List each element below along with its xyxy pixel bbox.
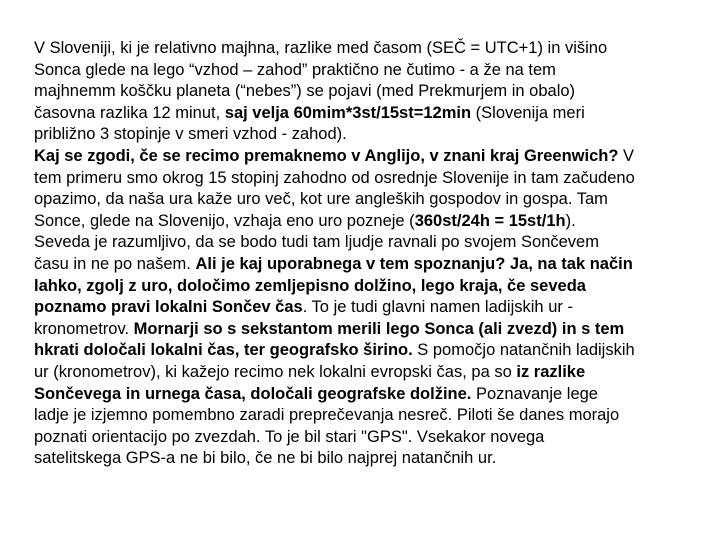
text-line bbox=[34, 297, 694, 319]
text-run: opazimo, da naša ura kaže uro več, kot ure angleških gospodov in gospa. Tam bbox=[34, 190, 608, 209]
bold-text-run: Kaj se zgodi, če se recimo premaknemo v Anglijo, v znani kraj Greenwich? bbox=[34, 146, 619, 165]
text-line bbox=[34, 124, 694, 146]
text-run: Poznavanje lege bbox=[471, 384, 598, 403]
bold-text-run: lahko, zgolj z uro, določimo zemljepisno dolžino, lego kraja, če seveda bbox=[34, 276, 586, 295]
text-run: V bbox=[618, 146, 635, 165]
text-line bbox=[34, 384, 694, 406]
text-run: času in ne po našem. bbox=[34, 254, 196, 273]
bold-text-run: Mornarji so s sekstantom merili lego Sonca (ali zvezd) in s tem bbox=[133, 319, 625, 338]
text-run: Sonce, glede na Slovenijo, vzhaja eno uro pozneje ( bbox=[34, 211, 415, 230]
text-run: majhnemm koščku planeta (“nebes”) se pojavi (med Prekmurjem in obalo) bbox=[34, 82, 576, 101]
text-line bbox=[34, 60, 694, 82]
text-run: ur (kronometrov), ki kažejo recimo nek lokalni evropski čas, pa so bbox=[34, 362, 517, 381]
text-line bbox=[34, 340, 694, 362]
text-run: . To je tudi glavni namen ladijskih ur - bbox=[302, 298, 573, 317]
text-line bbox=[34, 146, 694, 168]
text-run: ). bbox=[565, 211, 576, 230]
text-run: tem primeru smo okrog 15 stopinj zahodno od osrednje Slovenije in tam začudeno bbox=[34, 168, 635, 187]
text-line bbox=[34, 427, 694, 449]
text-run: poznati orientacijo po zvezdah. To je bil stari "GPS". Vsekakor novega bbox=[34, 427, 545, 446]
text-run: kronometrov. bbox=[34, 319, 134, 338]
text-run: približno 3 stopinje v smeri vzhod - zahod). bbox=[34, 125, 347, 144]
text-run: ladje je izjemno pomembno zaradi preprečevanja nesreč. Piloti še danes morajo bbox=[34, 406, 620, 425]
text-line bbox=[34, 103, 694, 125]
text-run: (Slovenija meri bbox=[471, 103, 585, 122]
text-line bbox=[34, 405, 694, 427]
text-run: Sonca glede na lego “vzhod – zahod” praktično ne čutimo - a že na tem bbox=[34, 60, 556, 79]
bold-text-run: 360st/24h = 15st/1h bbox=[414, 211, 566, 230]
text-line bbox=[34, 319, 694, 341]
bold-text-run: hkrati določali lokalni čas, ter geografsko širino. bbox=[34, 341, 413, 360]
text-line bbox=[34, 254, 694, 276]
text-line bbox=[34, 189, 694, 211]
text-line bbox=[34, 168, 694, 190]
bold-text-run: Ali je kaj uporabnega v tem spoznanju? Ja, na tak način bbox=[195, 254, 633, 273]
bold-text-run: iz razlike bbox=[516, 362, 586, 381]
text-run: S pomočjo natančnih ladijskih bbox=[412, 341, 635, 360]
text-line bbox=[34, 232, 694, 254]
text-run: Seveda je razumljivo, da se bodo tudi tam ljudje ravnali po svojem Sončevem bbox=[34, 233, 599, 252]
bold-text-run: poznamo pravi lokalni Sončev čas bbox=[34, 298, 303, 317]
bold-text-run: Sončevega in urnega časa, določali geografske dolžine. bbox=[34, 384, 472, 403]
text-line bbox=[34, 38, 694, 60]
bold-text-run: saj velja 60mim*3st/15st=12min bbox=[224, 103, 472, 122]
text-run: V Sloveniji, ki je relativno majhna, razlike med časom (SEČ = UTC+1) in višino bbox=[34, 39, 608, 57]
text-run: časovna razlika 12 minut, bbox=[34, 103, 225, 122]
text-line bbox=[34, 211, 694, 233]
text-line bbox=[34, 276, 694, 298]
text-line bbox=[34, 81, 694, 103]
text-line bbox=[34, 362, 694, 384]
document-text bbox=[34, 38, 694, 470]
text-run: satelitskega GPS-a ne bi bilo, če ne bi bilo najprej natančnih ur. bbox=[34, 449, 497, 468]
text-line bbox=[34, 448, 694, 470]
